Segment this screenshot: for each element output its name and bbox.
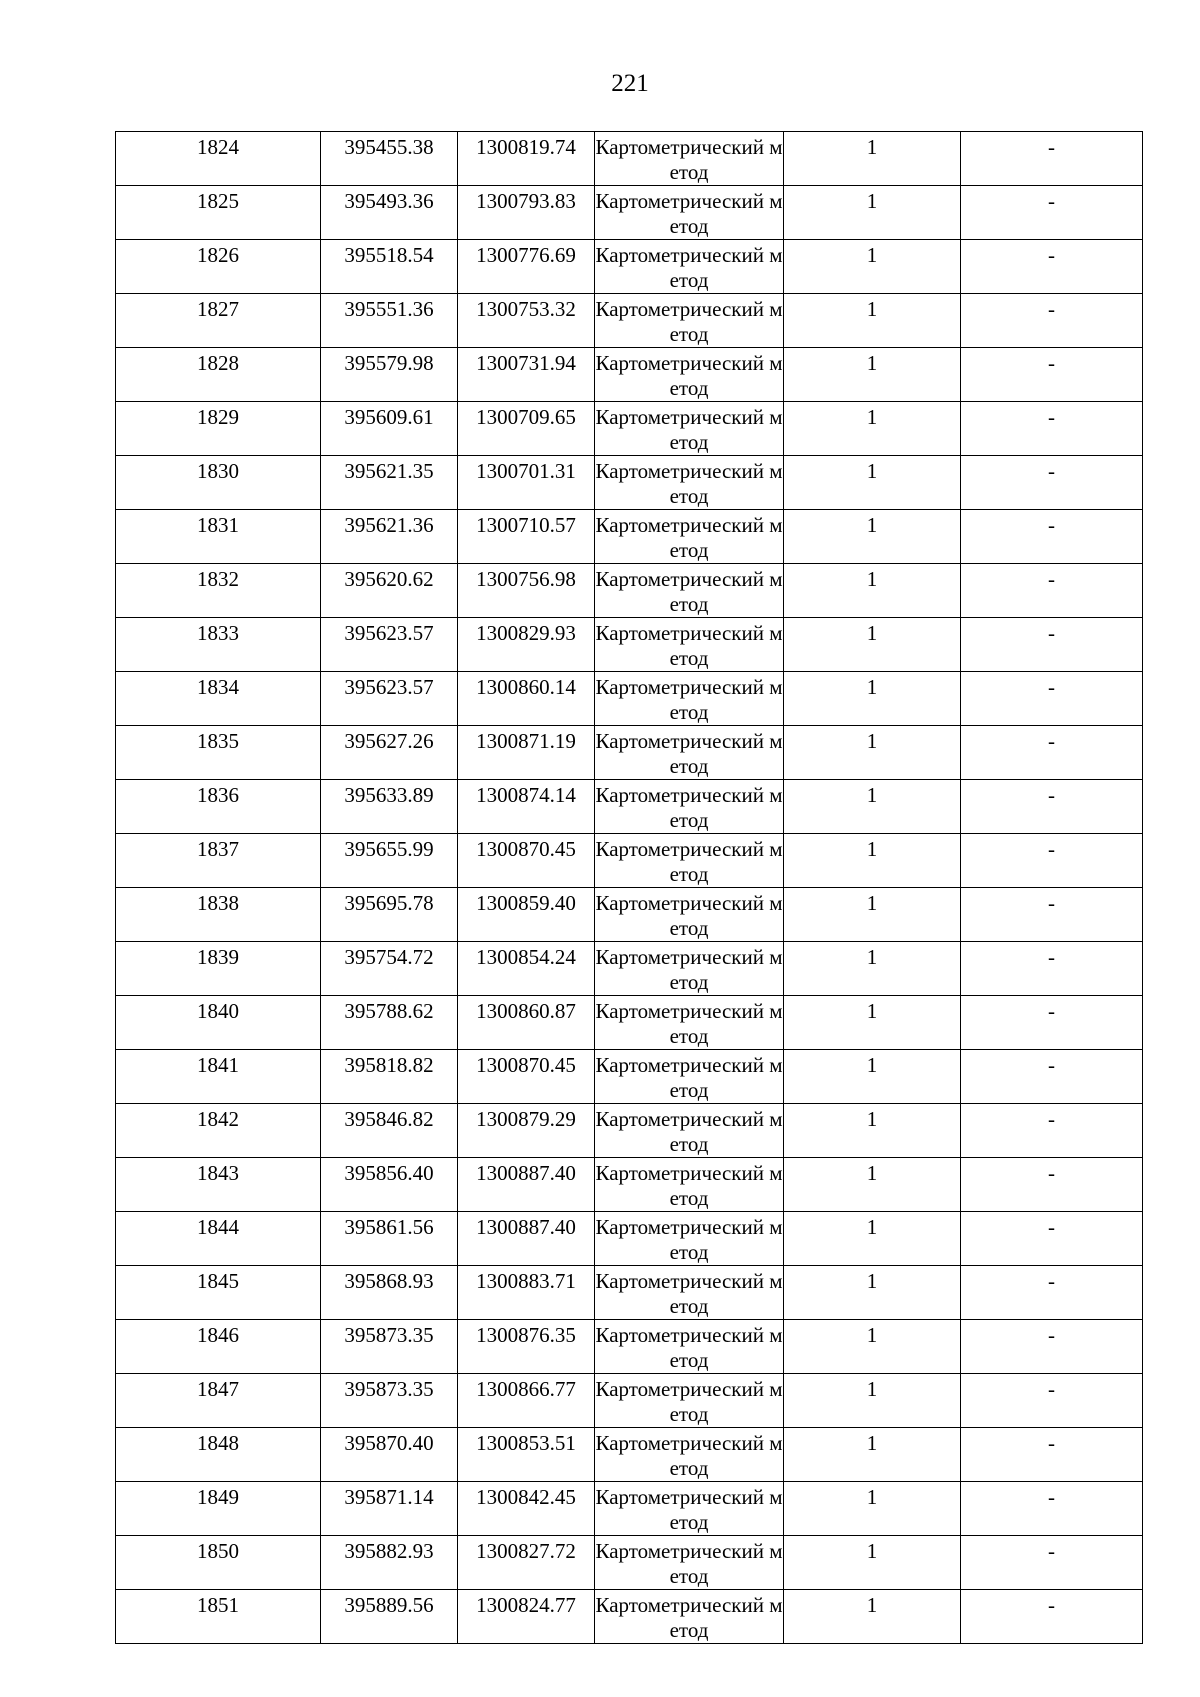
method-text: Картометрический метод	[595, 1215, 783, 1264]
table-row	[116, 564, 1143, 618]
accuracy-cell: 1	[784, 1212, 961, 1266]
table-row	[116, 240, 1143, 294]
accuracy-cell: 1	[784, 1320, 961, 1374]
table-row	[116, 510, 1143, 564]
table-row	[116, 456, 1143, 510]
x-coordinate-cell: 395623.57	[321, 672, 458, 726]
note-cell: -	[961, 834, 1143, 888]
table-body	[116, 132, 1143, 1644]
x-coordinate-cell: 395818.82	[321, 1050, 458, 1104]
y-coordinate-cell: 1300776.69	[458, 240, 595, 294]
x-coordinate-cell: 395655.99	[321, 834, 458, 888]
note-cell: -	[961, 726, 1143, 780]
point-number-cell: 1831	[116, 510, 321, 564]
method-text: Картометрический метод	[595, 837, 783, 886]
method-cell	[595, 1158, 784, 1212]
y-coordinate-cell: 1300887.40	[458, 1158, 595, 1212]
note-cell: -	[961, 942, 1143, 996]
point-number-cell: 1850	[116, 1536, 321, 1590]
method-text: Картометрический метод	[595, 243, 783, 292]
y-coordinate-cell: 1300710.57	[458, 510, 595, 564]
table-row	[116, 348, 1143, 402]
note-cell: -	[961, 618, 1143, 672]
method-cell	[595, 1320, 784, 1374]
note-cell: -	[961, 672, 1143, 726]
x-coordinate-cell: 395623.57	[321, 618, 458, 672]
x-coordinate-cell: 395871.14	[321, 1482, 458, 1536]
x-coordinate-cell: 395873.35	[321, 1320, 458, 1374]
note-cell: -	[961, 1482, 1143, 1536]
note-cell: -	[961, 1590, 1143, 1644]
accuracy-cell: 1	[784, 1536, 961, 1590]
method-text: Картометрический метод	[595, 351, 783, 400]
point-number-cell: 1843	[116, 1158, 321, 1212]
method-text: Картометрический метод	[595, 1539, 783, 1588]
note-cell: -	[961, 1050, 1143, 1104]
table-row	[116, 1158, 1143, 1212]
x-coordinate-cell: 395627.26	[321, 726, 458, 780]
method-cell	[595, 618, 784, 672]
point-number-cell: 1827	[116, 294, 321, 348]
method-cell	[595, 672, 784, 726]
method-text: Картометрический метод	[595, 297, 783, 346]
note-cell: -	[961, 1266, 1143, 1320]
note-cell: -	[961, 1536, 1143, 1590]
table-row	[116, 1104, 1143, 1158]
method-text: Картометрический метод	[595, 1431, 783, 1480]
method-text: Картометрический метод	[595, 999, 783, 1048]
point-number-cell: 1845	[116, 1266, 321, 1320]
accuracy-cell: 1	[784, 132, 961, 186]
method-cell	[595, 942, 784, 996]
point-number-cell: 1846	[116, 1320, 321, 1374]
accuracy-cell: 1	[784, 402, 961, 456]
y-coordinate-cell: 1300842.45	[458, 1482, 595, 1536]
point-number-cell: 1844	[116, 1212, 321, 1266]
x-coordinate-cell: 395754.72	[321, 942, 458, 996]
method-text: Картометрический метод	[595, 405, 783, 454]
method-text: Картометрический метод	[595, 675, 783, 724]
accuracy-cell: 1	[784, 834, 961, 888]
table-row	[116, 618, 1143, 672]
accuracy-cell: 1	[784, 240, 961, 294]
point-number-cell: 1849	[116, 1482, 321, 1536]
method-cell	[595, 1212, 784, 1266]
method-text: Картометрический метод	[595, 1107, 783, 1156]
method-text: Картометрический метод	[595, 189, 783, 238]
point-number-cell: 1842	[116, 1104, 321, 1158]
method-cell	[595, 294, 784, 348]
accuracy-cell: 1	[784, 780, 961, 834]
x-coordinate-cell: 395856.40	[321, 1158, 458, 1212]
point-number-cell: 1841	[116, 1050, 321, 1104]
method-cell	[595, 1266, 784, 1320]
note-cell: -	[961, 240, 1143, 294]
x-coordinate-cell: 395551.36	[321, 294, 458, 348]
y-coordinate-cell: 1300819.74	[458, 132, 595, 186]
table-row	[116, 942, 1143, 996]
x-coordinate-cell: 395621.36	[321, 510, 458, 564]
table-row	[116, 996, 1143, 1050]
method-cell	[595, 1104, 784, 1158]
page-number: 221	[611, 70, 649, 97]
accuracy-cell: 1	[784, 1050, 961, 1104]
table-row	[116, 1050, 1143, 1104]
x-coordinate-cell: 395609.61	[321, 402, 458, 456]
method-text: Картометрический метод	[595, 1161, 783, 1210]
x-coordinate-cell: 395518.54	[321, 240, 458, 294]
method-cell	[595, 1482, 784, 1536]
method-text: Картометрический метод	[595, 1269, 783, 1318]
table-row	[116, 186, 1143, 240]
y-coordinate-cell: 1300860.14	[458, 672, 595, 726]
y-coordinate-cell: 1300731.94	[458, 348, 595, 402]
method-text: Картометрический метод	[595, 459, 783, 508]
accuracy-cell: 1	[784, 1374, 961, 1428]
note-cell: -	[961, 348, 1143, 402]
table-row	[116, 888, 1143, 942]
method-cell	[595, 1590, 784, 1644]
note-cell: -	[961, 294, 1143, 348]
method-text: Картометрический метод	[595, 891, 783, 940]
point-number-cell: 1824	[116, 132, 321, 186]
method-cell	[595, 1428, 784, 1482]
point-number-cell: 1830	[116, 456, 321, 510]
y-coordinate-cell: 1300879.29	[458, 1104, 595, 1158]
y-coordinate-cell: 1300876.35	[458, 1320, 595, 1374]
x-coordinate-cell: 395889.56	[321, 1590, 458, 1644]
accuracy-cell: 1	[784, 726, 961, 780]
table-row	[116, 726, 1143, 780]
point-number-cell: 1826	[116, 240, 321, 294]
accuracy-cell: 1	[784, 1266, 961, 1320]
note-cell: -	[961, 996, 1143, 1050]
method-cell	[595, 402, 784, 456]
table-row	[116, 1320, 1143, 1374]
y-coordinate-cell: 1300859.40	[458, 888, 595, 942]
method-cell	[595, 456, 784, 510]
accuracy-cell: 1	[784, 618, 961, 672]
y-coordinate-cell: 1300870.45	[458, 1050, 595, 1104]
point-number-cell: 1833	[116, 618, 321, 672]
y-coordinate-cell: 1300887.40	[458, 1212, 595, 1266]
point-number-cell: 1832	[116, 564, 321, 618]
method-cell	[595, 888, 784, 942]
note-cell: -	[961, 780, 1143, 834]
y-coordinate-cell: 1300860.87	[458, 996, 595, 1050]
method-text: Картометрический метод	[595, 567, 783, 616]
method-text: Картометрический метод	[595, 1593, 783, 1642]
method-cell	[595, 834, 784, 888]
note-cell: -	[961, 1374, 1143, 1428]
accuracy-cell: 1	[784, 1428, 961, 1482]
x-coordinate-cell: 395846.82	[321, 1104, 458, 1158]
note-cell: -	[961, 132, 1143, 186]
method-cell	[595, 1374, 784, 1428]
x-coordinate-cell: 395788.62	[321, 996, 458, 1050]
x-coordinate-cell: 395882.93	[321, 1536, 458, 1590]
point-number-cell: 1829	[116, 402, 321, 456]
table-row	[116, 1428, 1143, 1482]
method-text: Картометрический метод	[595, 135, 783, 184]
note-cell: -	[961, 1212, 1143, 1266]
method-cell	[595, 1536, 784, 1590]
y-coordinate-cell: 1300753.32	[458, 294, 595, 348]
method-cell	[595, 186, 784, 240]
point-number-cell: 1840	[116, 996, 321, 1050]
accuracy-cell: 1	[784, 1482, 961, 1536]
point-number-cell: 1835	[116, 726, 321, 780]
accuracy-cell: 1	[784, 1590, 961, 1644]
accuracy-cell: 1	[784, 888, 961, 942]
point-number-cell: 1848	[116, 1428, 321, 1482]
y-coordinate-cell: 1300870.45	[458, 834, 595, 888]
x-coordinate-cell: 395455.38	[321, 132, 458, 186]
y-coordinate-cell: 1300756.98	[458, 564, 595, 618]
point-number-cell: 1851	[116, 1590, 321, 1644]
method-cell	[595, 348, 784, 402]
method-text: Картометрический метод	[595, 513, 783, 562]
y-coordinate-cell: 1300853.51	[458, 1428, 595, 1482]
point-number-cell: 1825	[116, 186, 321, 240]
point-number-cell: 1839	[116, 942, 321, 996]
note-cell: -	[961, 510, 1143, 564]
method-cell	[595, 564, 784, 618]
table-row	[116, 780, 1143, 834]
x-coordinate-cell: 395861.56	[321, 1212, 458, 1266]
x-coordinate-cell: 395868.93	[321, 1266, 458, 1320]
note-cell: -	[961, 1428, 1143, 1482]
y-coordinate-cell: 1300793.83	[458, 186, 595, 240]
accuracy-cell: 1	[784, 1158, 961, 1212]
method-text: Картометрический метод	[595, 1485, 783, 1534]
x-coordinate-cell: 395633.89	[321, 780, 458, 834]
note-cell: -	[961, 186, 1143, 240]
accuracy-cell: 1	[784, 672, 961, 726]
method-cell	[595, 996, 784, 1050]
accuracy-cell: 1	[784, 942, 961, 996]
note-cell: -	[961, 456, 1143, 510]
accuracy-cell: 1	[784, 348, 961, 402]
accuracy-cell: 1	[784, 1104, 961, 1158]
note-cell: -	[961, 1104, 1143, 1158]
point-number-cell: 1836	[116, 780, 321, 834]
note-cell: -	[961, 888, 1143, 942]
method-cell	[595, 132, 784, 186]
point-number-cell: 1834	[116, 672, 321, 726]
point-number-cell: 1847	[116, 1374, 321, 1428]
method-text: Картометрический метод	[595, 621, 783, 670]
table-row	[116, 402, 1143, 456]
method-text: Картометрический метод	[595, 1323, 783, 1372]
x-coordinate-cell: 395621.35	[321, 456, 458, 510]
y-coordinate-cell: 1300874.14	[458, 780, 595, 834]
table-row	[116, 1482, 1143, 1536]
accuracy-cell: 1	[784, 186, 961, 240]
y-coordinate-cell: 1300824.77	[458, 1590, 595, 1644]
x-coordinate-cell: 395620.62	[321, 564, 458, 618]
accuracy-cell: 1	[784, 996, 961, 1050]
method-text: Картометрический метод	[595, 1053, 783, 1102]
table-row	[116, 672, 1143, 726]
point-number-cell: 1838	[116, 888, 321, 942]
y-coordinate-cell: 1300827.72	[458, 1536, 595, 1590]
table-row	[116, 1590, 1143, 1644]
point-number-cell: 1837	[116, 834, 321, 888]
y-coordinate-cell: 1300866.77	[458, 1374, 595, 1428]
table-row	[116, 1374, 1143, 1428]
x-coordinate-cell: 395870.40	[321, 1428, 458, 1482]
note-cell: -	[961, 1320, 1143, 1374]
y-coordinate-cell: 1300854.24	[458, 942, 595, 996]
x-coordinate-cell: 395579.98	[321, 348, 458, 402]
y-coordinate-cell: 1300871.19	[458, 726, 595, 780]
method-cell	[595, 726, 784, 780]
method-cell	[595, 510, 784, 564]
note-cell: -	[961, 402, 1143, 456]
coordinates-table	[115, 131, 1143, 1644]
y-coordinate-cell: 1300829.93	[458, 618, 595, 672]
table-row	[116, 132, 1143, 186]
accuracy-cell: 1	[784, 294, 961, 348]
table-row	[116, 834, 1143, 888]
method-text: Картометрический метод	[595, 783, 783, 832]
x-coordinate-cell: 395493.36	[321, 186, 458, 240]
method-text: Картометрический метод	[595, 945, 783, 994]
y-coordinate-cell: 1300883.71	[458, 1266, 595, 1320]
method-cell	[595, 1050, 784, 1104]
x-coordinate-cell: 395695.78	[321, 888, 458, 942]
accuracy-cell: 1	[784, 456, 961, 510]
table-row	[116, 294, 1143, 348]
method-text: Картометрический метод	[595, 729, 783, 778]
point-number-cell: 1828	[116, 348, 321, 402]
table-row	[116, 1536, 1143, 1590]
method-text: Картометрический метод	[595, 1377, 783, 1426]
table-row	[116, 1212, 1143, 1266]
table-row	[116, 1266, 1143, 1320]
accuracy-cell: 1	[784, 564, 961, 618]
y-coordinate-cell: 1300701.31	[458, 456, 595, 510]
method-cell	[595, 780, 784, 834]
y-coordinate-cell: 1300709.65	[458, 402, 595, 456]
note-cell: -	[961, 1158, 1143, 1212]
note-cell: -	[961, 564, 1143, 618]
accuracy-cell: 1	[784, 510, 961, 564]
x-coordinate-cell: 395873.35	[321, 1374, 458, 1428]
method-cell	[595, 240, 784, 294]
